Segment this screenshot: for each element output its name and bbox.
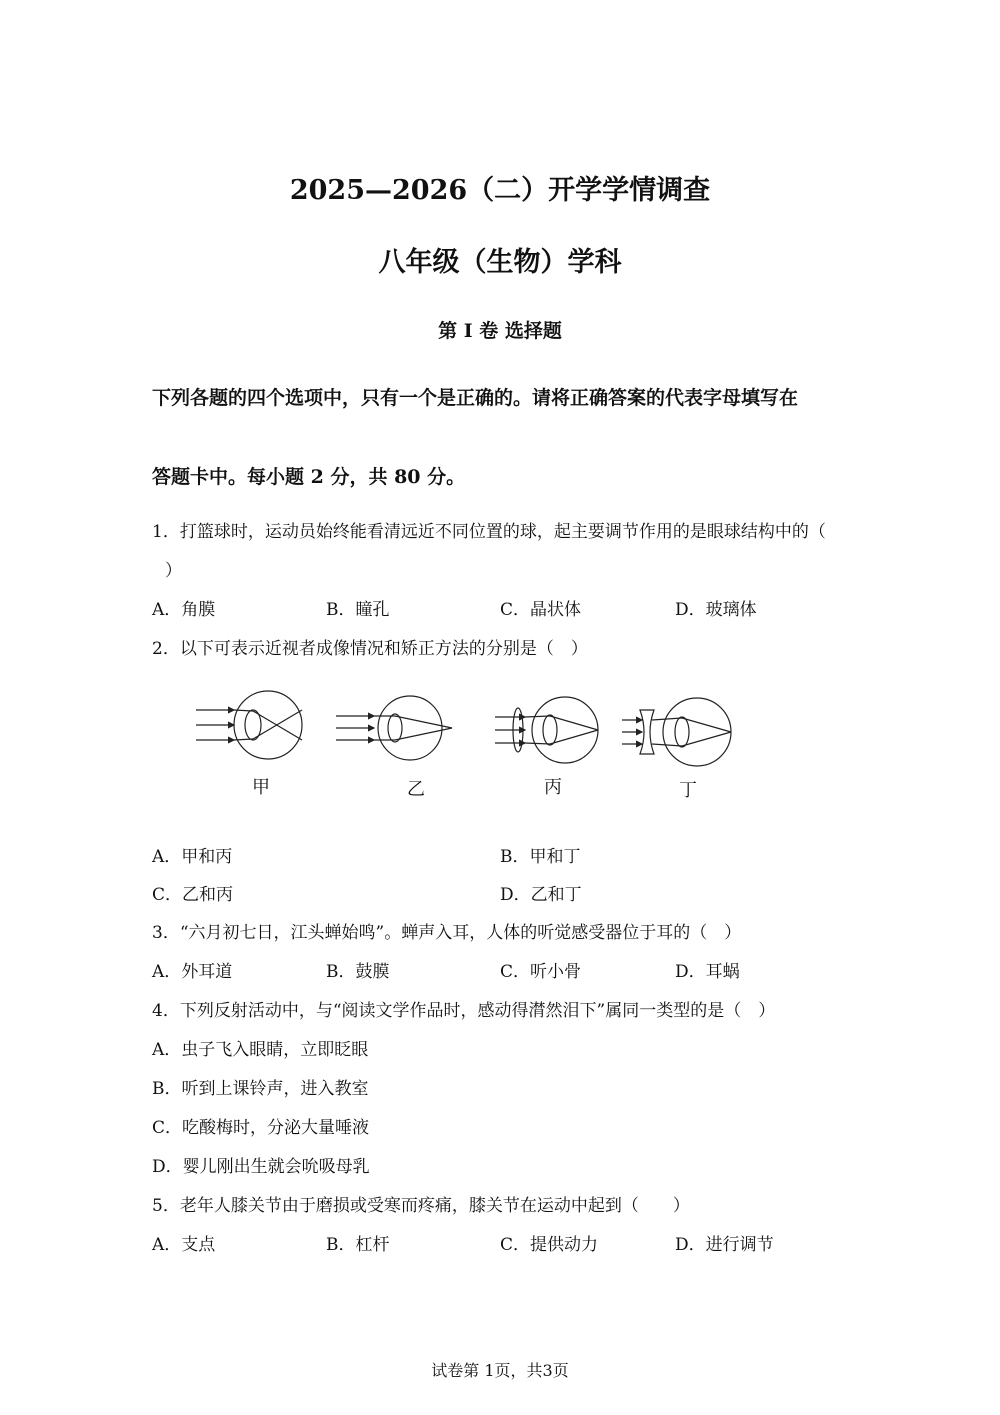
q5-option-c: C．提供动力 bbox=[500, 1235, 599, 1255]
q2-option-b: B．甲和丁 bbox=[500, 847, 581, 867]
question-5-stem: 5．老年人膝关节由于磨损或受寒而疼痛，膝关节在运动中起到（ ） bbox=[152, 1196, 690, 1216]
q1-option-a: A．角膜 bbox=[152, 600, 216, 620]
q5-option-a: A．支点 bbox=[152, 1235, 216, 1255]
q2-option-c: C．乙和丙 bbox=[152, 885, 234, 905]
question-3-stem: 3．“六月初七日，江头蝉始鸣”。蝉声入耳，人体的听觉感受器位于耳的（ ） bbox=[152, 923, 742, 943]
q4-option-c: C．吃酸梅时，分泌大量唾液 bbox=[152, 1118, 370, 1138]
eye-yi-diagram bbox=[336, 696, 452, 760]
figure-label-yi: 乙 bbox=[407, 779, 425, 800]
eye-diagram-figure bbox=[190, 690, 750, 810]
q2-option-d: D．乙和丁 bbox=[500, 885, 582, 905]
page-footer: 试卷第 1页，共3页 bbox=[431, 1361, 569, 1380]
q2-option-a: A．甲和丙 bbox=[152, 847, 233, 867]
q5-option-d: D．进行调节 bbox=[675, 1235, 774, 1255]
question-1-stem: 1．打篮球时，运动员始终能看清远近不同位置的球，起主要调节作用的是眼球结构中的（ bbox=[152, 522, 826, 542]
q1-option-b: B．瞳孔 bbox=[326, 600, 390, 620]
q4-option-d: D．婴儿刚出生就会吮吸母乳 bbox=[152, 1157, 370, 1177]
q3-option-d: D．耳蜗 bbox=[675, 962, 740, 982]
eye-jia-diagram bbox=[196, 691, 302, 759]
q5-option-b: B．杠杆 bbox=[326, 1235, 390, 1255]
question-1-stem-cont: ） bbox=[165, 561, 182, 581]
figure-label-jia: 甲 bbox=[252, 777, 270, 798]
instructions-line1: 下列各题的四个选项中，只有一个是正确的。请将正确答案的代表字母填写在 bbox=[152, 387, 799, 409]
figure-label-bing: 丙 bbox=[544, 777, 562, 798]
q1-option-d: D．玻璃体 bbox=[675, 600, 757, 620]
q1-option-c: C．晶状体 bbox=[500, 600, 582, 620]
q4-option-b: B．听到上课铃声，进入教室 bbox=[152, 1079, 369, 1099]
q3-option-c: C．听小骨 bbox=[500, 962, 582, 982]
q4-option-a: A．虫子飞入眼睛，立即眨眼 bbox=[152, 1040, 369, 1060]
q3-option-b: B．鼓膜 bbox=[326, 962, 390, 982]
question-2-stem: 2．以下可表示近视者成像情况和矫正方法的分别是（ ） bbox=[152, 639, 588, 659]
section-heading: 第 I 卷 选择题 bbox=[438, 320, 562, 342]
question-4-stem: 4．下列反射活动中，与“阅读文学作品时，感动得潸然泪下”属同一类型的是（ ） bbox=[152, 1001, 776, 1021]
eye-bing-diagram bbox=[495, 697, 598, 763]
page-title: 2025—2026（二）开学学情调查 bbox=[289, 175, 711, 206]
q3-option-a: A．外耳道 bbox=[152, 962, 233, 982]
instructions-line2: 答题卡中。每小题 2 分，共 80 分。 bbox=[152, 466, 466, 488]
eye-ding-diagram bbox=[622, 698, 731, 766]
page-subtitle: 八年级（生物）学科 bbox=[378, 247, 622, 278]
figure-label-ding: 丁 bbox=[679, 780, 697, 801]
